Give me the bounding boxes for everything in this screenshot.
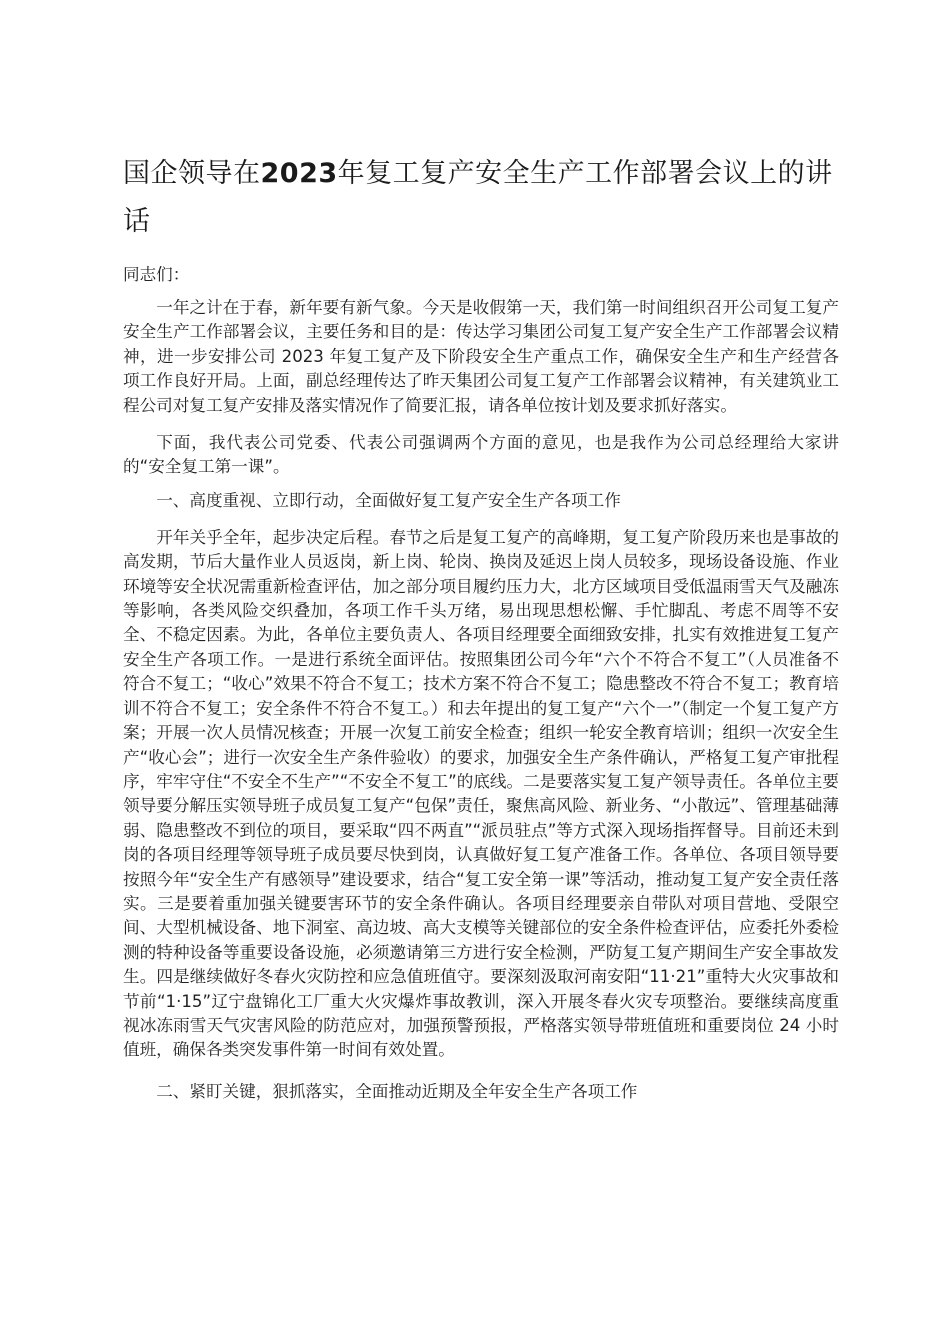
title-year: 2023 <box>260 158 338 189</box>
salutation: 同志们： <box>123 265 190 284</box>
paragraph-opening: 一年之计在于春，新年要有新气象。今天是收假第一天，我们第一时间组织召开公司复工复产安全生产工作部署会议，主要任务和目的是：传达学习集团公司复工复产安全生产工作部署会议精神，进一步安排公司 2023 年复工复产及下阶段安全生产重点工作，确保安全生产和生产经营各项工作良好开局。上面，副总经理传达了昨天集团公司复工复产工作部署会议精神，有关建筑业工程公司对复工复产安排及落实情况作了简要汇报，请各单位按计划及要求抓好落实。 <box>123 298 839 415</box>
paragraph-section-1: 开年关乎全年，起步决定后程。春节之后是复工复产的高峰期，复工复产阶段历来也是事故的高发期，节后大量作业人员返岗，新上岗、轮岗、换岗及延迟上岗人员较多，现场设备设施、作业环境等安全状况需重新检查评估，加之部分项目履约压力大，北方区域项目受低温雨雪天气及融冻等影响，各类风险交织叠加，各项工作千头万绪，易出现思想松懈、手忙脚乱、考虑不周等不安全、不稳定因素。为此，各单位主要负责人、各项目经理要全面细致安排，扎实有效推进复工复产安全生产各项工作。一是进行系统全面评估。按照集团公司今年“六个不符合不复工”（人员准备不符合不复工；“收心”效果不符合不复工；技术方案不符合不复工；隐患整改不符合不复工；教育培训不符合不复工；安全条件不符合不复工。）和去年提出的复工复产“六个一”（制定一个复工复产方案；开展一次人员情况核查；开展一次复工前安全检查；组织一轮安全教育培训；组织一次安全生产“收心会”；进行一次安全生产条件验收）的要求，加强安全生产条件确认，严格复工复产审批程序，牢牢守住“不安全不生产”“不安全不复工”的底线。二是要落实复工复产领导责任。各单位主要领导要分解压实领导班子成员复工复产“包保”责任，聚焦高风险、新业务、“小散远”、管理基础薄弱、隐患整改不到位的项目，要采取“四不两直”“派员驻点”等方式深入现场指挥督导。目前还未到岗的各项目经理等领导班子成员要尽快到岗，认真做好复工复产准备工作。各单位、各项目领导要按照今年“安全生产有感领导”建设要求，结合“复工安全第一课”等活动，推动复工复产安全责任落实。三是要着重加强关键要害环节的安全条件确认。各项目经理要亲自带队对项目营地、受限空间、大型机械设备、地下洞室、高边坡、高大支模等关键部位的安全条件检查评估，应委托外委检测的特种设备等重要设备设施，必须邀请第三方进行安全检测，严防复工复产期间生产安全事故发生。四是继续做好冬春火灾防控和应急值班值守。要深刻汲取河南安阳“11·21”重特大火灾事故和节前“1·15”辽宁盘锦化工厂重大火灾爆炸事故教训，深入开展冬春火灾专项整治。要继续高度重视冰冻雨雪天气灾害风险的防范应对，加强预警预报，严格落实领导带班值班和重要岗位 24 小时值班，确保各类突发事件第一时间有效处置。 <box>123 527 839 1060</box>
paragraph-intro: 下面，我代表公司党委、代表公司强调两个方面的意见，也是我作为公司总经理给大家讲的“安全复工第一课”。 <box>123 433 839 477</box>
title-suffix: 年复工复产安全生产工作部署会议上的讲话 <box>123 158 833 237</box>
document-title <box>123 150 839 246</box>
section-heading-1: 一、高度重视、立即行动，全面做好复工复产安全生产各项工作 <box>156 490 621 510</box>
section-heading-2: 二、紧盯关键，狠抓落实，全面推动近期及全年安全生产各项工作 <box>156 1081 638 1101</box>
title-prefix: 国企领导在 <box>123 158 261 189</box>
document-page <box>123 150 839 1105</box>
